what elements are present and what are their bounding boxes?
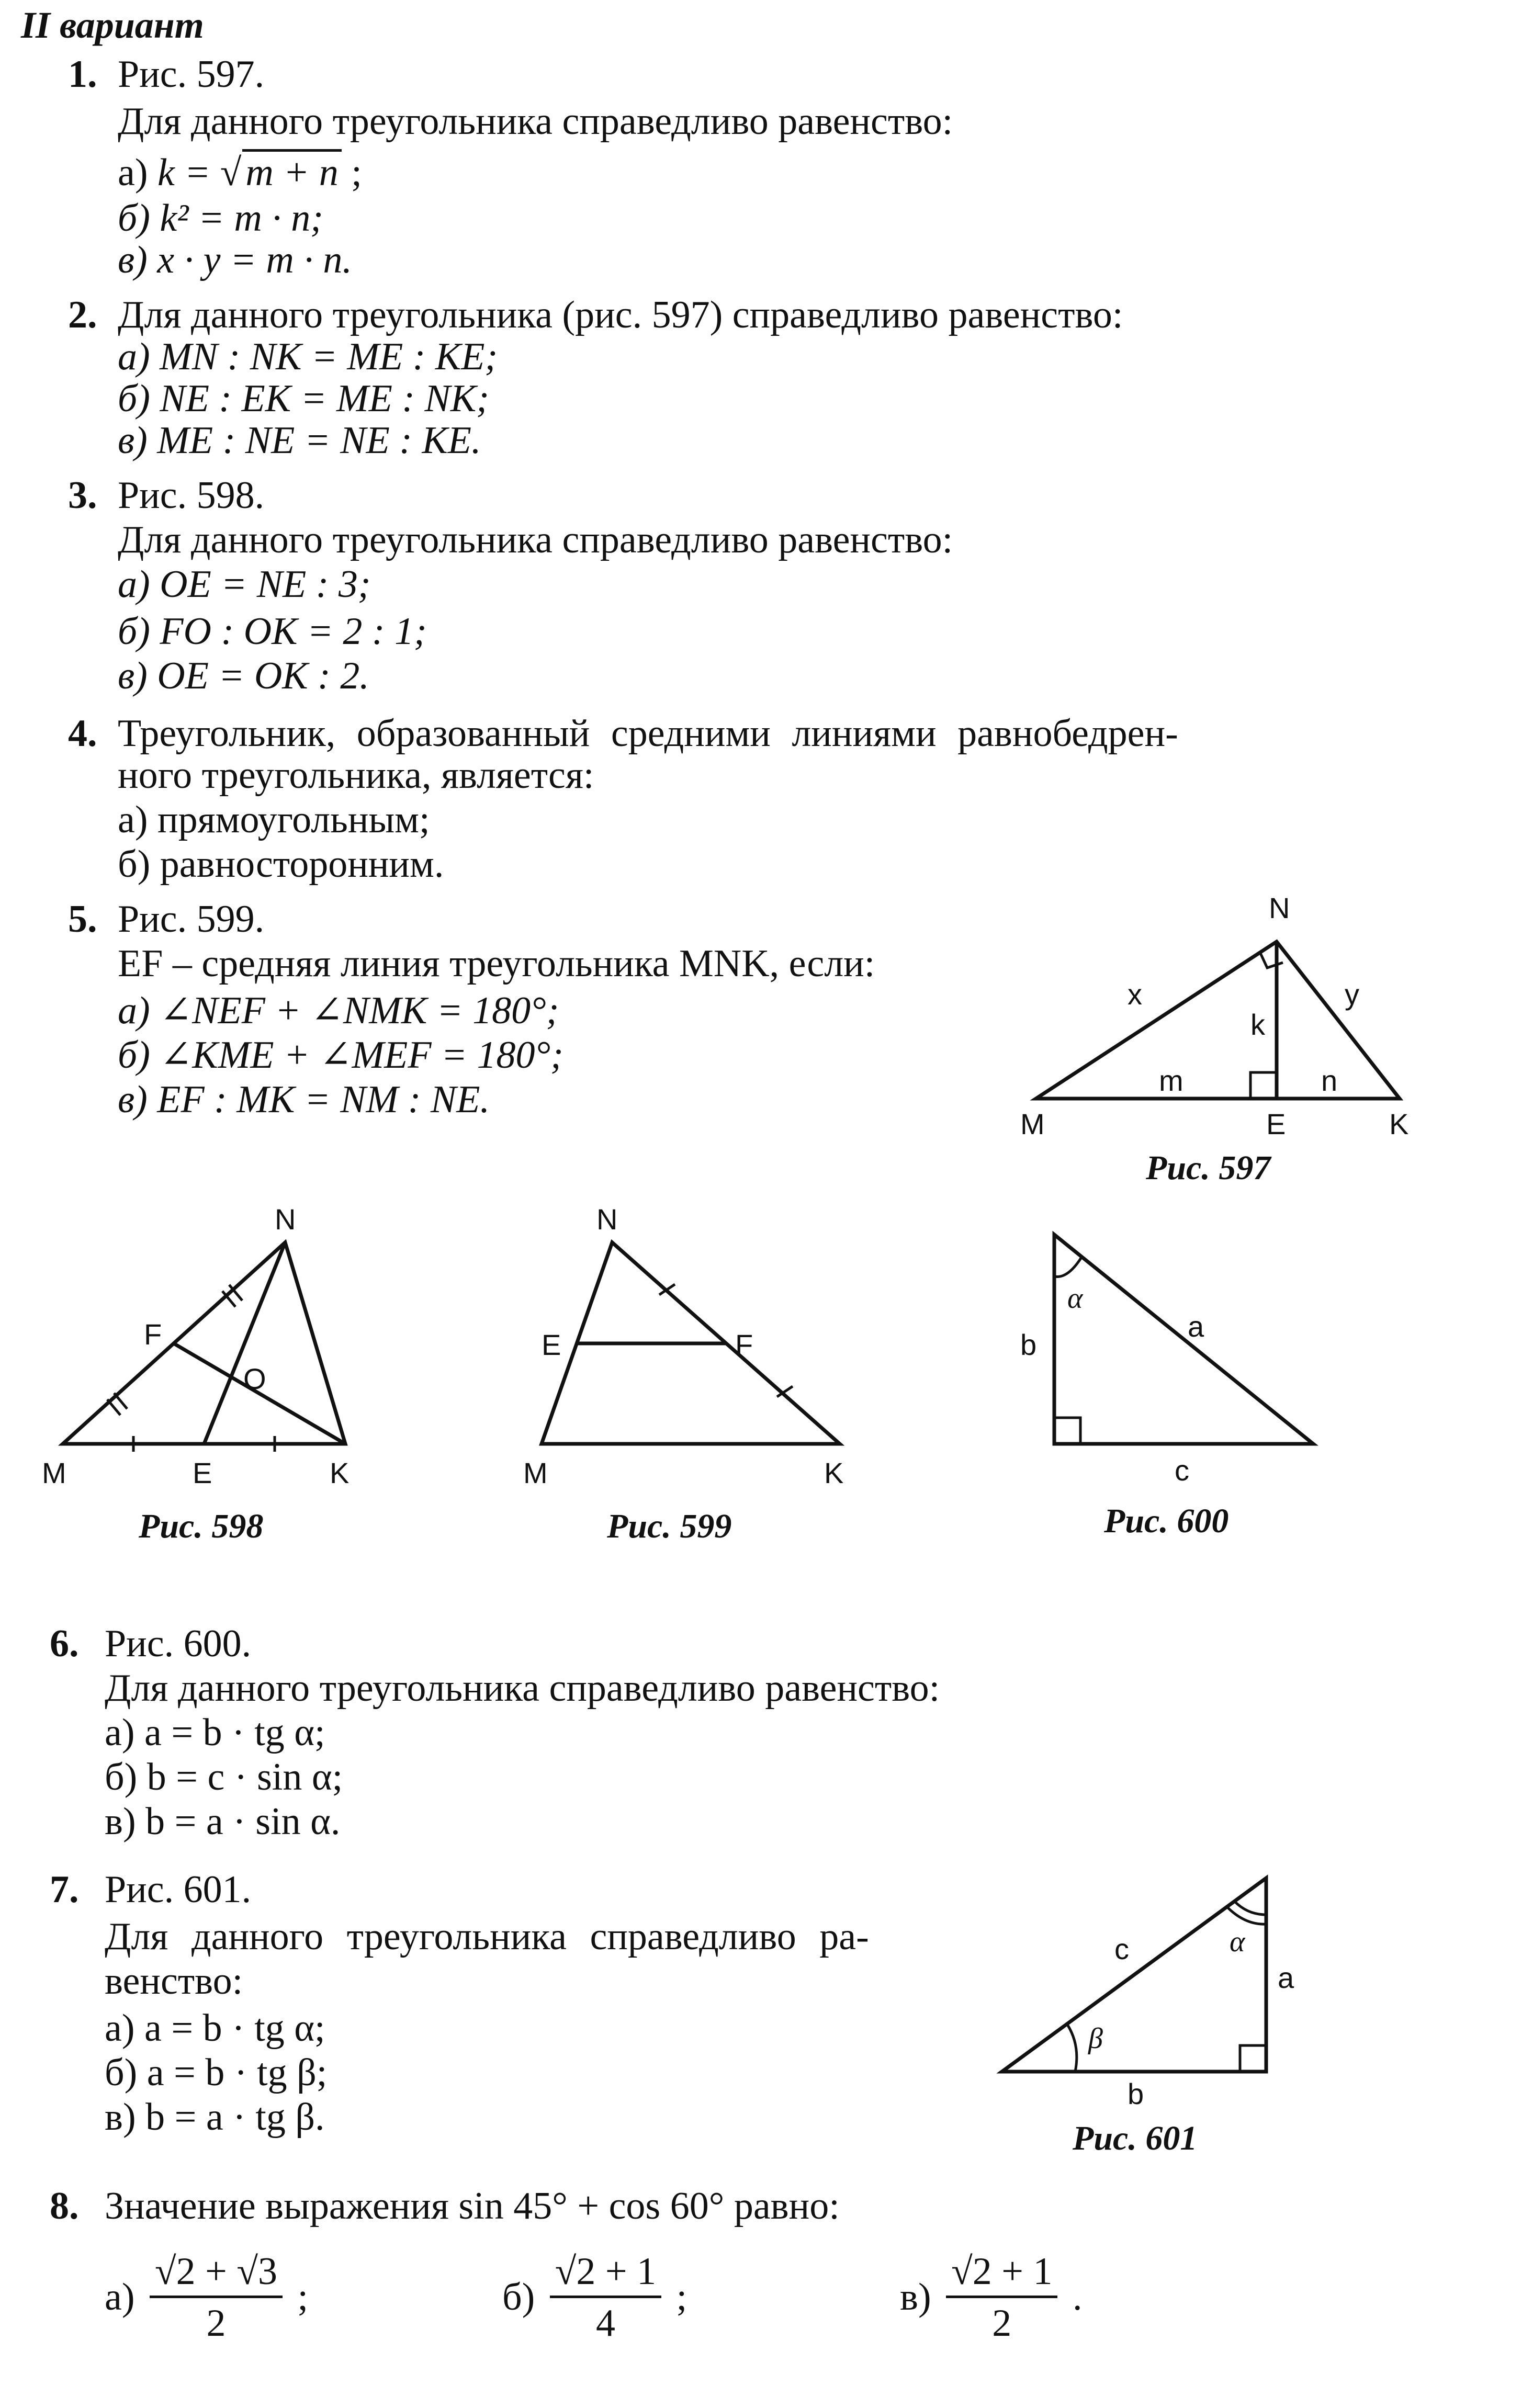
label-k: K	[824, 1456, 844, 1489]
q6-option-a: а) a = b · tg α;	[105, 1711, 325, 1754]
q1-option-a	[118, 149, 362, 195]
median-ne	[204, 1242, 285, 1444]
label-b: b	[1020, 1328, 1037, 1361]
q7-number: 7.	[50, 1868, 79, 1911]
q8-option-b-denominator: 4	[595, 2302, 615, 2345]
label-e: E	[193, 1456, 212, 1489]
label-f: F	[735, 1328, 753, 1361]
label-n: N	[1269, 891, 1290, 924]
q4-stem-line1: Треугольник, образованный средними линиями равнобедрен-	[118, 712, 1178, 755]
q8-option-b	[502, 2249, 687, 2345]
q8-option-a-numerator: √2 + √3	[150, 2249, 283, 2298]
caption-601: Рис. 601	[1073, 2119, 1198, 2157]
q6-option-c: в) b = a · sin α.	[105, 1800, 341, 1843]
q8-number: 8.	[50, 2185, 79, 2228]
q8-option-c	[900, 2249, 1082, 2345]
angle-alpha-arc-1	[1235, 1902, 1266, 1915]
variant-header: II вариант	[21, 4, 204, 46]
label-k: K	[330, 1456, 350, 1489]
q7-option-b: б) a = b · tg β;	[105, 2051, 328, 2094]
q6-stem: Для данного треугольника справедливо равенство:	[105, 1667, 940, 1710]
q1-option-a-radicand: m + n	[242, 149, 341, 194]
label-c: c	[1175, 1454, 1189, 1487]
triangle-mnk	[1036, 942, 1400, 1099]
caption-598: Рис. 598	[139, 1507, 264, 1545]
label-a: a	[1188, 1310, 1204, 1343]
q2-number: 2.	[68, 293, 97, 336]
label-b: b	[1128, 2077, 1144, 2110]
label-k-altitude: k	[1250, 1008, 1265, 1041]
caption-600: Рис. 600	[1104, 1502, 1229, 1540]
angle-alpha-arc	[1054, 1258, 1081, 1277]
tick-mf-1	[107, 1399, 120, 1415]
q1-option-a-lhs: k = √	[157, 151, 242, 194]
angle-beta-arc	[1067, 2025, 1077, 2072]
q3-stem: Для данного треугольника справедливо равенство:	[118, 518, 953, 561]
q8-option-a-denominator: 2	[206, 2302, 226, 2345]
right-angle-mark	[1054, 1418, 1080, 1444]
label-m-segment: m	[1159, 1064, 1183, 1097]
q8-option-c-end: .	[1072, 2276, 1083, 2319]
label-alpha: α	[1067, 1282, 1083, 1315]
label-m: M	[523, 1456, 548, 1489]
q8-option-c-fraction	[946, 2249, 1057, 2345]
q7-option-a: а) a = b · tg α;	[105, 2007, 325, 2050]
figure-599	[518, 1203, 874, 1496]
q6-option-b: б) b = c · sin α;	[105, 1756, 343, 1799]
right-triangle	[1002, 1878, 1266, 2072]
q8-option-a-fraction	[150, 2249, 283, 2345]
label-a: a	[1278, 1961, 1294, 1994]
q1-number: 1.	[68, 53, 97, 96]
q5-stem: EF – средняя линия треугольника MNK, если:	[118, 942, 875, 985]
right-triangle	[1054, 1235, 1313, 1444]
q3-option-c: в) OE = OK : 2.	[118, 654, 369, 697]
q1-option-b: б) k² = m · n;	[118, 197, 323, 240]
label-n-segment: n	[1321, 1064, 1338, 1097]
label-m: M	[42, 1456, 66, 1489]
q7-option-c: в) b = a · tg β.	[105, 2096, 325, 2139]
q1-option-c: в) x · y = m · n.	[118, 239, 352, 281]
triangle-mnk	[63, 1242, 345, 1444]
figure-600	[1015, 1219, 1350, 1491]
q7-stem-line2: венство:	[105, 1960, 243, 2003]
label-n: N	[275, 1203, 296, 1236]
q8-option-a-label: а)	[105, 2276, 135, 2319]
q8-option-b-label: б)	[502, 2276, 535, 2319]
q1-option-a-label: а)	[118, 151, 148, 194]
q6-number: 6.	[50, 1622, 79, 1665]
q1-figure-ref: Рис. 597.	[118, 53, 265, 96]
q3-number: 3.	[68, 474, 97, 517]
q2-option-a: а) MN : NK = ME : KE;	[118, 335, 498, 378]
figure-601	[984, 1862, 1308, 2113]
q5-option-c: в) EF : MK = NM : NE.	[118, 1078, 490, 1121]
tick-mf-2	[114, 1393, 127, 1409]
right-angle-mark-n	[1260, 952, 1283, 968]
q6-figure-ref: Рис. 600.	[105, 1622, 252, 1665]
label-k: K	[1389, 1107, 1409, 1140]
q4-stem-line2: ного треугольника, является:	[118, 754, 594, 797]
q8-option-a-end: ;	[297, 2276, 309, 2319]
q8-option-c-numerator: √2 + 1	[946, 2249, 1057, 2298]
label-y: y	[1345, 978, 1359, 1011]
label-e: E	[1266, 1107, 1286, 1140]
q8-option-c-denominator: 2	[992, 2302, 1012, 2345]
label-alpha: α	[1230, 1926, 1245, 1958]
q8-option-c-label: в)	[900, 2276, 931, 2319]
q7-figure-ref: Рис. 601.	[105, 1868, 252, 1911]
caption-597: Рис. 597	[1146, 1149, 1271, 1187]
q8-stem: Значение выражения sin 45° + cos 60° равно:	[105, 2185, 840, 2228]
q1-option-a-end: ;	[351, 151, 362, 194]
q4-option-a: а) прямоугольным;	[118, 798, 430, 841]
label-n: N	[596, 1203, 618, 1236]
q3-option-b: б) FO : OK = 2 : 1;	[118, 610, 427, 653]
q2-option-c: в) ME : NE = NE : KE.	[118, 419, 481, 462]
q4-number: 4.	[68, 712, 97, 755]
q5-figure-ref: Рис. 599.	[118, 898, 265, 941]
right-angle-mark-e	[1250, 1072, 1277, 1099]
figure-598	[37, 1203, 371, 1496]
q7-stem-line1: Для данного треугольника справедливо ра-	[105, 1915, 869, 1958]
label-e: E	[542, 1328, 561, 1361]
label-f: F	[144, 1318, 162, 1351]
q8-option-b-end: ;	[676, 2276, 687, 2319]
label-beta: β	[1088, 2022, 1103, 2055]
right-angle-mark	[1240, 2045, 1266, 2072]
q8-option-b-numerator: √2 + 1	[550, 2249, 661, 2298]
label-x: x	[1128, 978, 1142, 1011]
q8-option-a	[105, 2249, 308, 2345]
q3-figure-ref: Рис. 598.	[118, 474, 265, 517]
q4-option-b: б) равносторонним.	[118, 843, 444, 886]
q2-option-b: б) NE : EK = ME : NK;	[118, 377, 489, 420]
caption-599: Рис. 599	[607, 1507, 732, 1545]
label-c: c	[1114, 1932, 1129, 1965]
q5-option-b: б) ∠KME + ∠MEF = 180°;	[118, 1034, 563, 1077]
q3-option-a: а) OE = NE : 3;	[118, 563, 371, 606]
figure-597	[1010, 884, 1439, 1146]
q2-stem: Для данного треугольника (рис. 597) справедливо равенство:	[118, 293, 1123, 336]
q5-number: 5.	[68, 898, 97, 941]
label-o: O	[243, 1362, 266, 1395]
q1-stem: Для данного треугольника справедливо равенство:	[118, 100, 953, 143]
label-m: M	[1020, 1107, 1045, 1140]
q5-option-a: а) ∠NEF + ∠NMK = 180°;	[118, 989, 559, 1032]
q8-option-b-fraction	[550, 2249, 661, 2345]
